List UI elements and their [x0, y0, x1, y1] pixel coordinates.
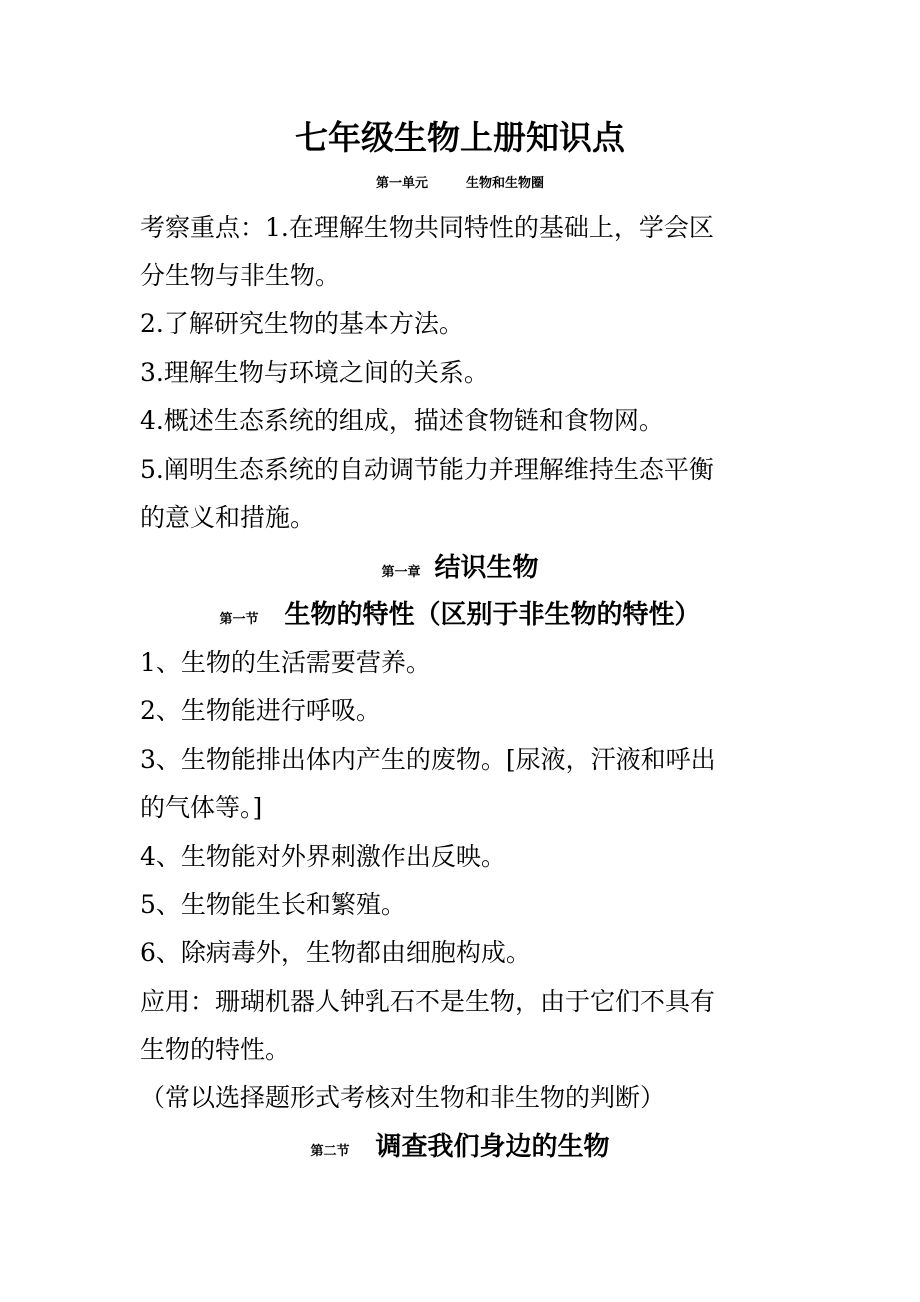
focus-line: 5.阐明生态系统的自动调节能力并理解维持生态平衡	[140, 455, 714, 484]
unit-label: 第一单元	[375, 176, 428, 191]
section-label: 第二节	[310, 1144, 350, 1159]
focus-line: 分生物与非生物。	[140, 261, 341, 290]
section-line: 应用：珊瑚机器人钟乳石不是生物，由于它们不具有	[140, 987, 716, 1016]
focus-line: 考察重点：1.在理解生物共同特性的基础上，学会区	[140, 213, 714, 242]
section-line: 1、生物的生活需要营养。	[140, 648, 431, 677]
section-name: 生物的特性（区别于非生物的特性）	[284, 600, 701, 630]
section-label: 第一节	[219, 612, 259, 627]
section-heading	[0, 1126, 920, 1163]
focus-line: 3.理解生物与环境之间的关系。	[140, 358, 489, 387]
unit-name: 生物和生物圈	[466, 176, 545, 191]
focus-line: 的意义和措施。	[140, 503, 316, 532]
unit-heading	[0, 172, 920, 191]
section-line: 生物的特性。	[140, 1035, 291, 1064]
chapter-name: 结识生物	[434, 553, 539, 583]
section-heading	[0, 594, 920, 631]
section-name: 调查我们身边的生物	[375, 1132, 610, 1162]
section-line: 2、生物能进行呼吸。	[140, 696, 381, 725]
focus-line: 4.概述生态系统的组成，描述食物链和食物网。	[140, 406, 664, 435]
section-line: （常以选择题形式考核对生物和非生物的判断）	[140, 1083, 666, 1112]
page-title: 七年级生物上册知识点	[295, 118, 625, 157]
section-line: 6、除病毒外，生物都由细胞构成。	[140, 938, 531, 967]
section-line: 的气体等。]	[140, 793, 263, 822]
focus-line: 2.了解研究生物的基本方法。	[140, 309, 464, 338]
section-line: 3、生物能排出体内产生的废物。[尿液，汗液和呼出	[140, 745, 716, 774]
chapter-heading	[0, 547, 920, 584]
section-line: 4、生物能对外界刺激作出反映。	[140, 842, 506, 871]
chapter-label: 第一章	[381, 565, 421, 580]
section-line: 5、生物能生长和繁殖。	[140, 890, 406, 919]
